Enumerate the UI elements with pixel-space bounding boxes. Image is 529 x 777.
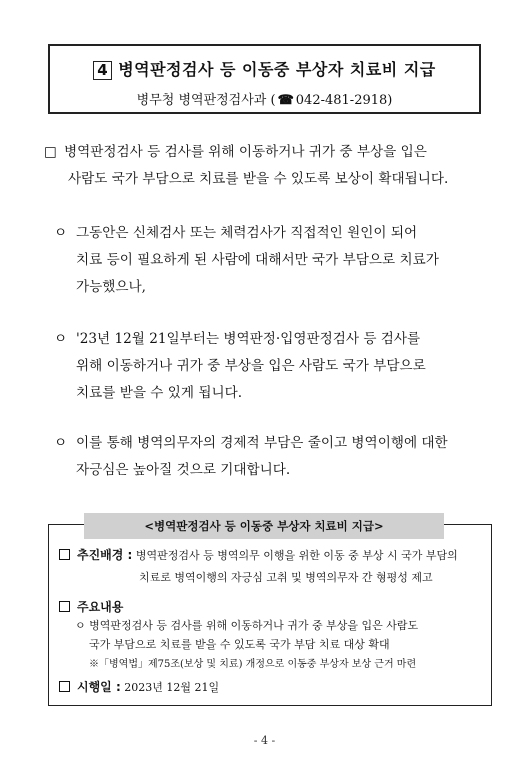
circle-bullet-icon: ㅇ xyxy=(54,331,68,347)
phone-number: 042-481-2918 xyxy=(295,93,388,108)
bullet-line: 위해 이동하거나 귀가 중 부상을 입은 사람도 국가 부담으로 xyxy=(76,358,426,374)
circle-bullet-icon: ㅇ xyxy=(54,435,68,451)
bullet-line: 치료 등이 필요하게 된 사람에 대해서만 국가 부담으로 치료가 xyxy=(76,252,439,268)
checkbox-square-icon xyxy=(59,681,70,692)
checkbox-square-icon xyxy=(59,549,70,560)
title-box xyxy=(48,44,481,114)
bullet-line: 치료를 받을 수 있게 됩니다. xyxy=(76,385,243,401)
purpose-text-cont: 치료로 병역이행의 자긍심 고취 및 병역의무자 간 형평성 제고 xyxy=(139,571,433,584)
lead-line: 병역판정검사 등 검사를 위해 이동하거나 귀가 중 부상을 입은 xyxy=(64,144,427,160)
circle-bullet-icon: ㅇ xyxy=(54,225,68,241)
content-item xyxy=(75,616,483,635)
content-note: ※「병역법」제75조(보상 및 치료) 개정으로 이동중 부상자 보상 근거 마련 xyxy=(89,659,417,670)
lead-paragraph xyxy=(44,139,484,193)
content-label: 주요내용 xyxy=(77,600,124,614)
bullet-line: 자긍심은 높아질 것으로 기대합니다. xyxy=(76,462,291,478)
bullet-line: '23년 12월 21일부터는 병역판정·입영판정검사 등 검사를 xyxy=(76,331,421,347)
contact-line: 병무청 병역판정검사과 ( ☎ 042-481-2918) xyxy=(136,93,393,108)
bullet-line: 그동안은 신체검사 또는 체력검사가 직접적인 원인이 되어 xyxy=(76,225,418,241)
checkbox-square-icon xyxy=(59,601,70,612)
content-text-cont: 국가 부담으로 치료를 받을 수 있도록 국가 부담 치료 대상 확대 xyxy=(89,638,390,651)
phone-icon: ☎ xyxy=(277,93,294,108)
bullet-item xyxy=(54,430,484,484)
bullet-item xyxy=(54,326,484,407)
bullet-item xyxy=(54,220,484,301)
page-title xyxy=(50,57,479,80)
title-text: 병역판정검사 등 이동중 부상자 치료비 지급 xyxy=(118,60,436,79)
content-row xyxy=(59,598,123,617)
bullet-line: 이를 통해 병역의무자의 경제적 부담은 줄이고 병역이행에 대한 xyxy=(76,435,448,451)
purpose-text: 병역판정검사 등 병역의무 이행을 위한 이동 중 부상 시 국가 부담의 xyxy=(135,549,458,562)
date-value: 2023년 12월 21일 xyxy=(124,681,220,694)
bullet-line: 가능했으나, xyxy=(76,279,146,295)
square-bullet-icon: □ xyxy=(44,144,57,160)
date-row xyxy=(59,678,219,697)
department: 병무청 병역판정검사과 xyxy=(136,93,267,108)
content-text: 병역판정검사 등 검사를 위해 이동하거나 귀가 중 부상을 입은 사람도 xyxy=(89,619,419,632)
section-number: 4 xyxy=(93,61,112,80)
date-label: 시행일 : xyxy=(77,680,121,694)
purpose-row xyxy=(59,546,484,565)
circle-bullet-icon: ㅇ xyxy=(75,619,86,632)
summary-box xyxy=(48,524,492,706)
lead-line: 사람도 국가 부담으로 치료를 받을 수 있도록 보상이 확대됩니다. xyxy=(68,171,449,187)
summary-header: <병역판정검사 등 이동중 부상자 치료비 지급> xyxy=(84,513,444,539)
purpose-label: 추진배경 : xyxy=(77,548,133,562)
page-number: - 4 - xyxy=(253,734,276,747)
